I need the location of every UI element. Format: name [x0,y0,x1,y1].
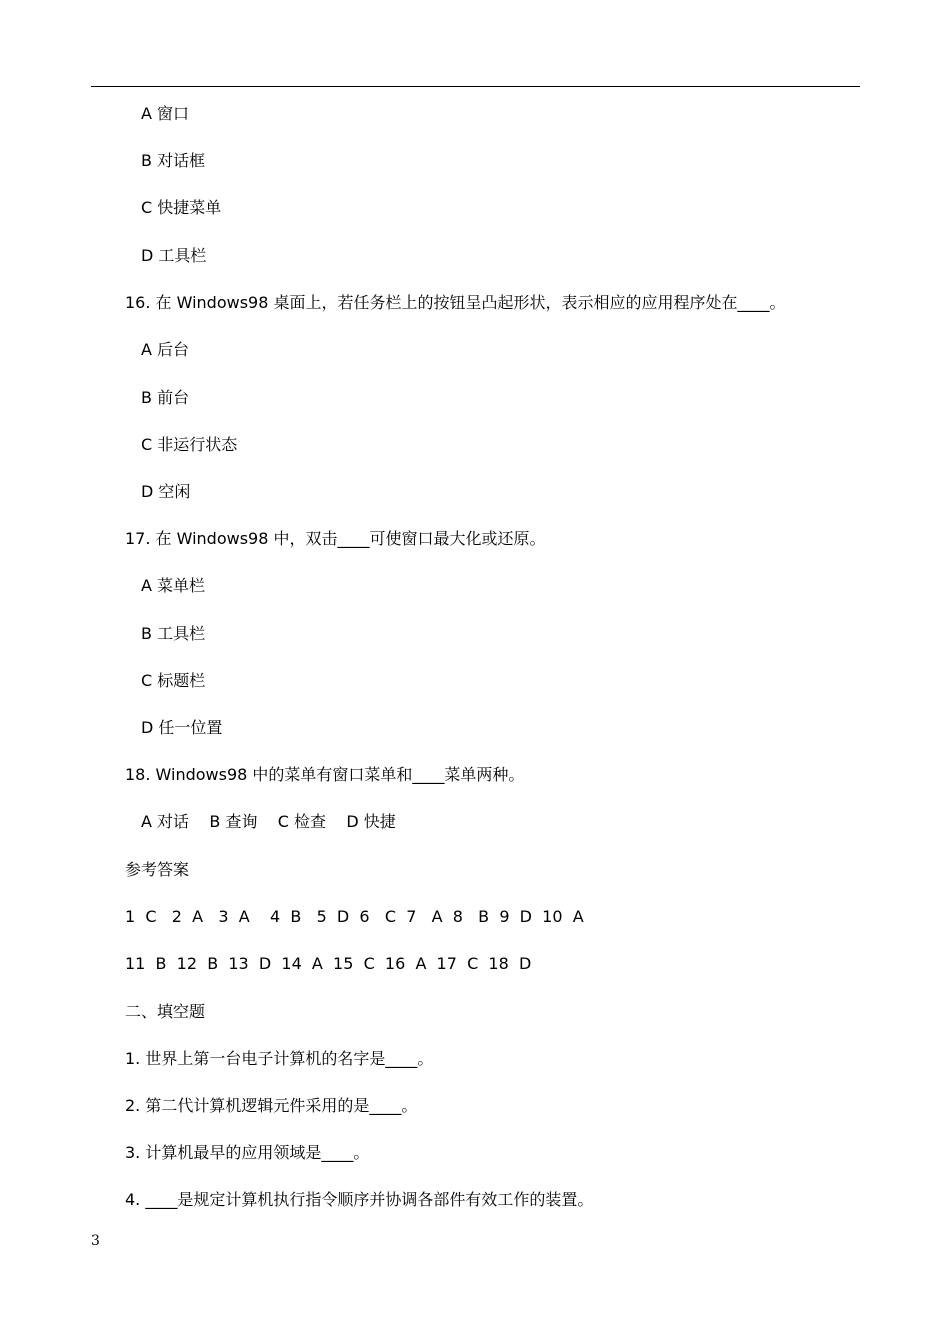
option-15b: B 对话框 [141,151,206,170]
page-number: 3 [91,1233,100,1249]
option-17c: C 标题栏 [141,671,206,690]
answers-heading: 参考答案 [125,860,190,879]
option-15a: A 窗口 [141,104,190,123]
question-18: 18. Windows98 中的菜单有窗口菜单和____菜单两种。 [125,765,525,784]
option-16d: D 空闲 [141,482,191,501]
fill-question-3: 3. 计算机最早的应用领域是____。 [125,1143,370,1162]
answers-row-2: 11 B 12 B 13 D 14 A 15 C 16 A 17 C 18 D [125,954,532,973]
option-16a: A 后台 [141,340,190,359]
option-15c: C 快捷菜单 [141,198,222,217]
header-rule [91,86,860,87]
question-16: 16. 在 Windows98 桌面上，若任务栏上的按钮呈凸起形状，表示相应的应用程序处在____。 [125,293,786,312]
answers-row-1: 1 C 2 A 3 A 4 B 5 D 6 C 7 A 8 B 9 D 10 A [125,907,584,926]
fill-question-4: 4. ____是规定计算机执行指令顺序并协调各部件有效工作的装置。 [125,1190,594,1209]
option-17a: A 菜单栏 [141,576,206,595]
fill-question-1: 1. 世界上第一台电子计算机的名字是____。 [125,1049,434,1068]
option-17b: B 工具栏 [141,624,206,643]
option-15d: D 工具栏 [141,246,207,265]
option-16c: C 非运行状态 [141,435,238,454]
fill-question-2: 2. 第二代计算机逻辑元件采用的是____。 [125,1096,418,1115]
option-16b: B 前台 [141,388,190,407]
question-17: 17. 在 Windows98 中，双击____可使窗口最大化或还原。 [125,529,546,548]
options-18: A 对话 B 查询 C 检查 D 快捷 [141,812,396,831]
option-17d: D 任一位置 [141,718,223,737]
section-heading-fill-blank: 二、填空题 [125,1002,206,1021]
